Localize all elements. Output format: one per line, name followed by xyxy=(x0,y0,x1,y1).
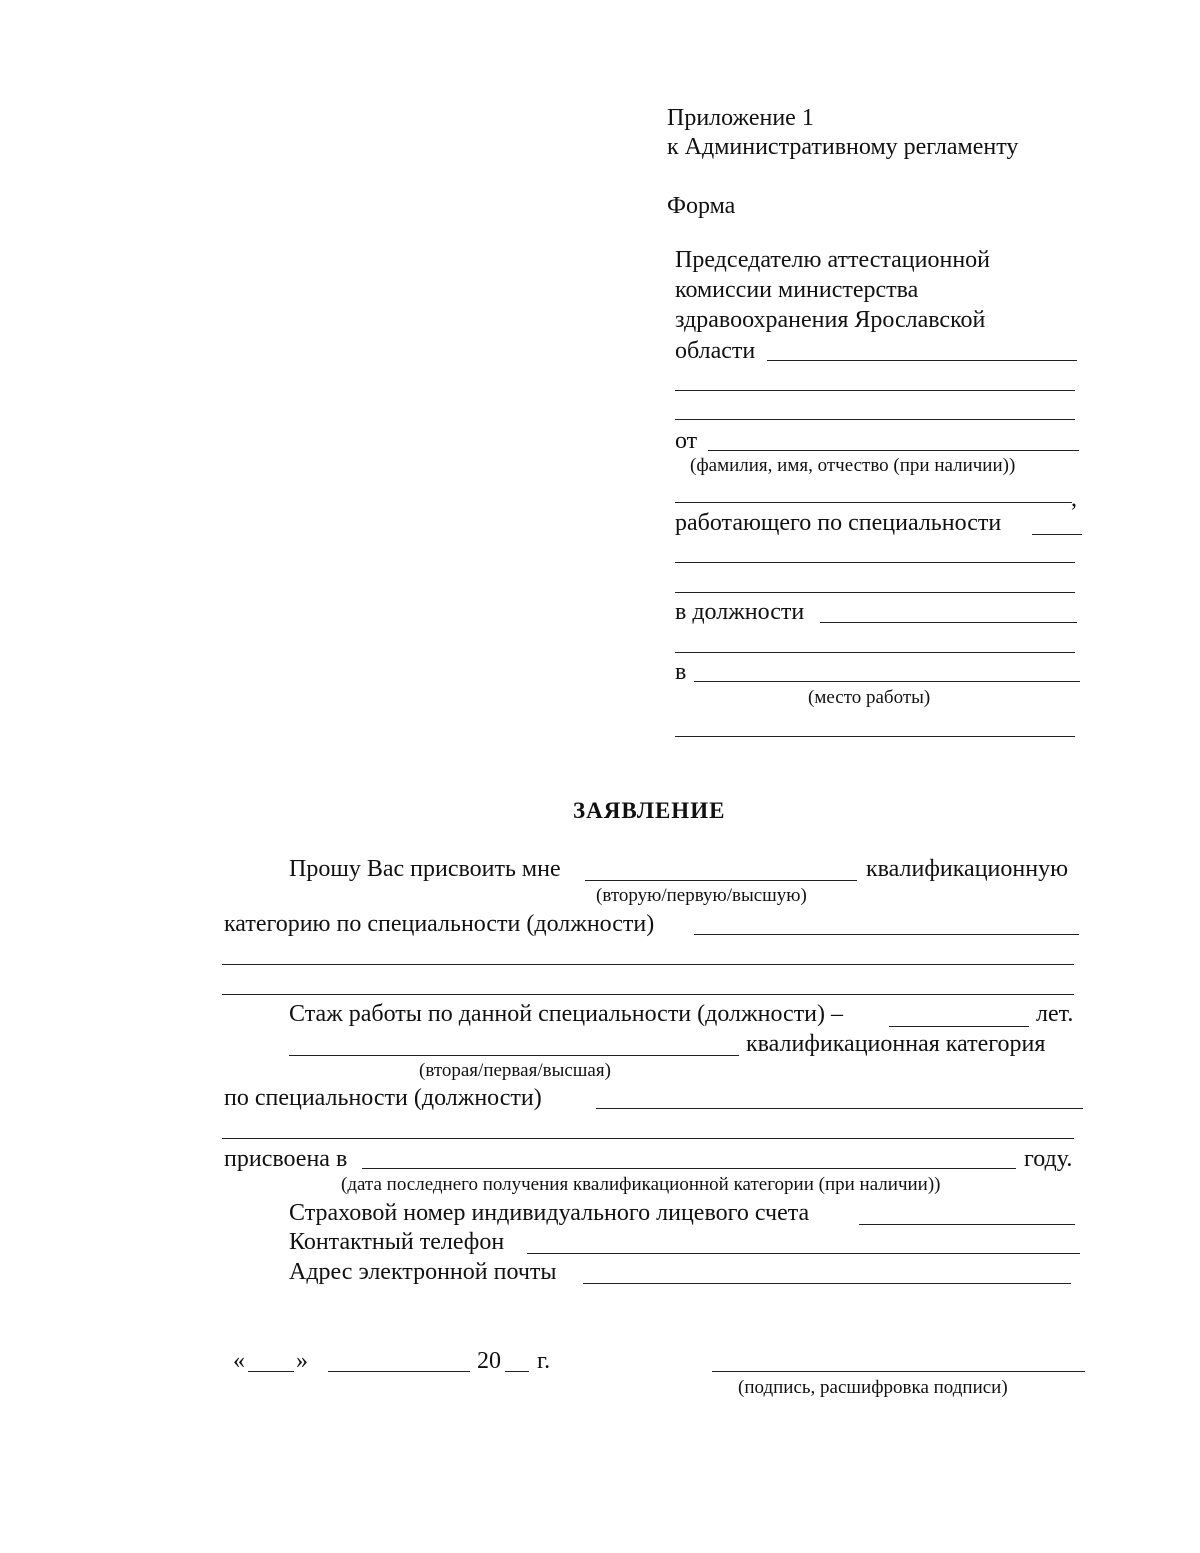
year-prefix: 20 xyxy=(477,1348,501,1374)
assigned-suffix: году. xyxy=(1024,1146,1073,1172)
fill-line-position[interactable] xyxy=(820,622,1077,623)
fill-line-fio-2[interactable] xyxy=(675,502,1072,503)
fill-line-category-specialty-2[interactable] xyxy=(222,964,1074,965)
fill-line-category[interactable] xyxy=(585,880,857,881)
fill-line-category-specialty-3[interactable] xyxy=(222,994,1074,995)
fill-line-month[interactable] xyxy=(328,1371,470,1372)
fill-line-category-specialty[interactable] xyxy=(694,934,1079,935)
in-label: в xyxy=(675,659,687,685)
email-label: Адрес электронной почты xyxy=(289,1259,557,1285)
fill-line-fio[interactable] xyxy=(708,450,1079,451)
by-specialty-label: по специальности (должности) xyxy=(224,1085,542,1111)
fill-line-experience[interactable] xyxy=(889,1026,1029,1027)
fill-line-signature[interactable] xyxy=(712,1371,1085,1372)
fill-line-phone[interactable] xyxy=(527,1253,1080,1254)
addressee-line-4: области xyxy=(675,338,756,364)
fill-line-specialty-2[interactable] xyxy=(675,562,1075,563)
addressee-line-3: здравоохранения Ярославской xyxy=(675,307,986,333)
fill-line-specialty-3[interactable] xyxy=(675,592,1075,593)
quote-close: » xyxy=(296,1348,308,1374)
fill-line-by-specialty-2[interactable] xyxy=(222,1138,1074,1139)
year-suffix: г. xyxy=(537,1348,551,1374)
fill-line-year[interactable] xyxy=(505,1371,529,1372)
snils-label: Страховой номер индивидуального лицевого счета xyxy=(289,1200,810,1226)
workplace-caption: (место работы) xyxy=(808,687,931,708)
fill-line-position-2[interactable] xyxy=(675,652,1075,653)
fill-line-region[interactable] xyxy=(767,360,1077,361)
appendix-label: Приложение 1 xyxy=(667,105,814,131)
fill-line-chairman-2[interactable] xyxy=(675,419,1075,420)
category-caption: (вторую/первую/высшую) xyxy=(596,885,807,906)
fill-line-email[interactable] xyxy=(583,1283,1071,1284)
fill-line-snils[interactable] xyxy=(859,1224,1075,1225)
fill-line-current-category[interactable] xyxy=(289,1055,739,1056)
from-label: от xyxy=(675,428,698,454)
quote-open: « xyxy=(233,1348,245,1374)
position-label: в должности xyxy=(675,599,805,625)
category-line-label: категорию по специальности (должности) xyxy=(224,911,655,937)
phone-label: Контактный телефон xyxy=(289,1229,505,1255)
document-title: ЗАЯВЛЕНИЕ xyxy=(573,798,726,823)
form-label: Форма xyxy=(667,193,736,219)
fill-line-chairman-1[interactable] xyxy=(675,390,1075,391)
assigned-prefix: присвоена в xyxy=(224,1146,348,1172)
fill-line-workplace-2[interactable] xyxy=(675,736,1075,737)
fill-line-assigned-date[interactable] xyxy=(362,1168,1016,1169)
request-prefix: Прошу Вас присвоить мне xyxy=(289,856,561,882)
addressee-line-2: комиссии министерства xyxy=(675,277,919,303)
comma-mark: , xyxy=(1071,486,1077,512)
fill-line-by-specialty[interactable] xyxy=(596,1108,1083,1109)
fio-caption: (фамилия, имя, отчество (при наличии)) xyxy=(690,455,1016,476)
fill-line-workplace[interactable] xyxy=(694,681,1080,682)
fill-line-day[interactable] xyxy=(248,1371,294,1372)
signature-caption: (подпись, расшифровка подписи) xyxy=(738,1377,1008,1398)
request-suffix: квалификационную xyxy=(866,856,1069,882)
experience-prefix: Стаж работы по данной специальности (должности) – xyxy=(289,1001,844,1027)
assigned-caption: (дата последнего получения квалификационной категории (при наличии)) xyxy=(341,1174,941,1195)
addressee-line-1: Председателю аттестационной xyxy=(675,247,991,273)
qual-category-label: квалификационная категория xyxy=(746,1031,1046,1057)
regulation-label: к Административному регламенту xyxy=(667,134,1019,160)
specialty-label: работающего по специальности xyxy=(675,510,1002,536)
experience-suffix: лет. xyxy=(1036,1001,1074,1027)
fill-line-specialty[interactable] xyxy=(1032,534,1082,535)
qual-caption: (вторая/первая/высшая) xyxy=(419,1060,611,1081)
